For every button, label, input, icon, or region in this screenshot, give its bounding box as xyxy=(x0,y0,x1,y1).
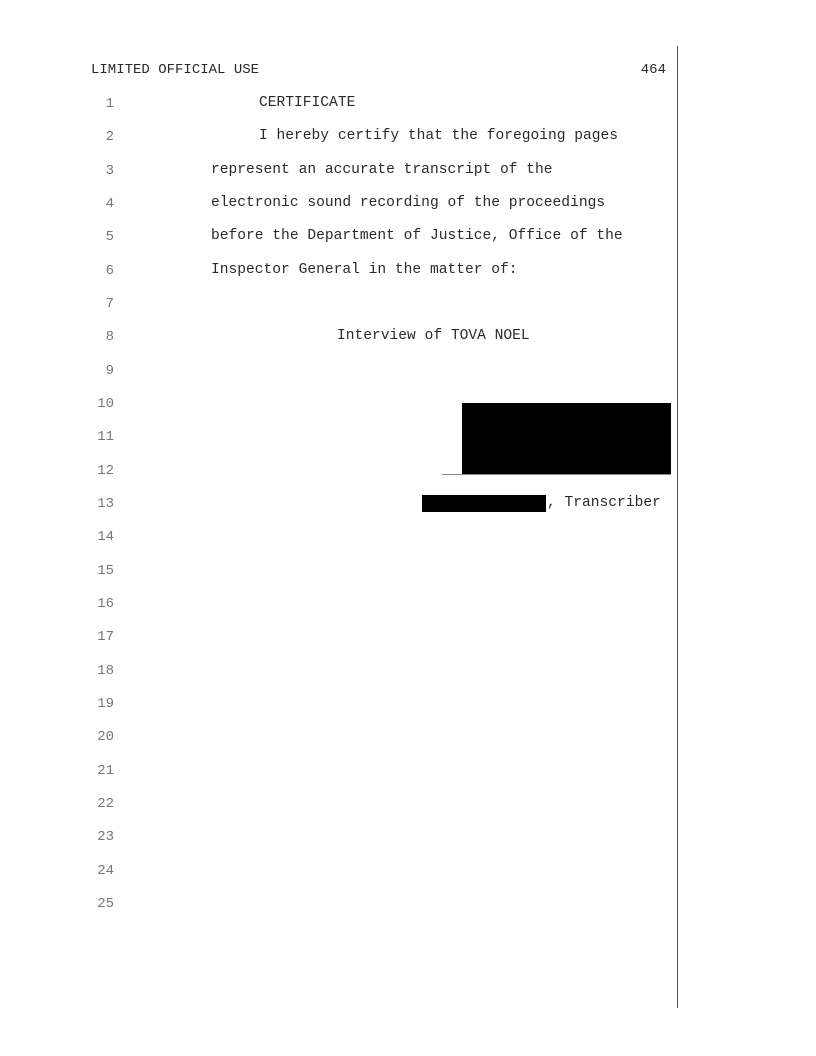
line-number: 3 xyxy=(105,163,114,179)
line-number: 2 xyxy=(105,129,114,145)
line-number: 18 xyxy=(97,663,114,679)
classification-header: LIMITED OFFICIAL USE xyxy=(91,62,260,78)
line-number: 21 xyxy=(97,763,114,779)
line-number: 13 xyxy=(97,496,114,512)
transcriber-label: , Transcriber xyxy=(547,495,661,511)
signature-line xyxy=(442,474,671,475)
margin-rule xyxy=(677,46,678,1008)
line-number: 5 xyxy=(105,229,114,245)
line-number: 20 xyxy=(97,729,114,745)
line-number: 11 xyxy=(97,429,114,445)
line-number: 17 xyxy=(97,629,114,645)
line-number: 8 xyxy=(105,329,114,345)
matter-title: Interview of TOVA NOEL xyxy=(337,328,530,344)
line-number: 22 xyxy=(97,796,114,812)
line-number: 1 xyxy=(105,96,114,112)
line-number: 24 xyxy=(97,863,114,879)
certificate-line: before the Department of Justice, Office of the xyxy=(211,228,623,244)
line-number: 23 xyxy=(97,829,114,845)
line-number: 19 xyxy=(97,696,114,712)
certificate-line: Inspector General in the matter of: xyxy=(211,262,518,278)
redacted-transcriber-name xyxy=(422,495,546,512)
line-number: 25 xyxy=(97,896,114,912)
line-number: 10 xyxy=(97,396,114,412)
line-number: 15 xyxy=(97,563,114,579)
line-number: 4 xyxy=(105,196,114,212)
certificate-line: I hereby certify that the foregoing pages xyxy=(259,128,619,144)
line-number: 12 xyxy=(97,463,114,479)
line-number: 9 xyxy=(105,363,114,379)
redacted-signature xyxy=(462,403,671,474)
line-number: 16 xyxy=(97,596,114,612)
certificate-title: CERTIFICATE xyxy=(259,95,356,111)
certificate-line: represent an accurate transcript of the xyxy=(211,162,553,178)
page-number: 464 xyxy=(640,62,666,78)
line-number: 6 xyxy=(105,263,114,279)
line-number: 7 xyxy=(105,296,114,312)
line-number: 14 xyxy=(97,529,114,545)
certificate-line: electronic sound recording of the proceedings xyxy=(211,195,606,211)
